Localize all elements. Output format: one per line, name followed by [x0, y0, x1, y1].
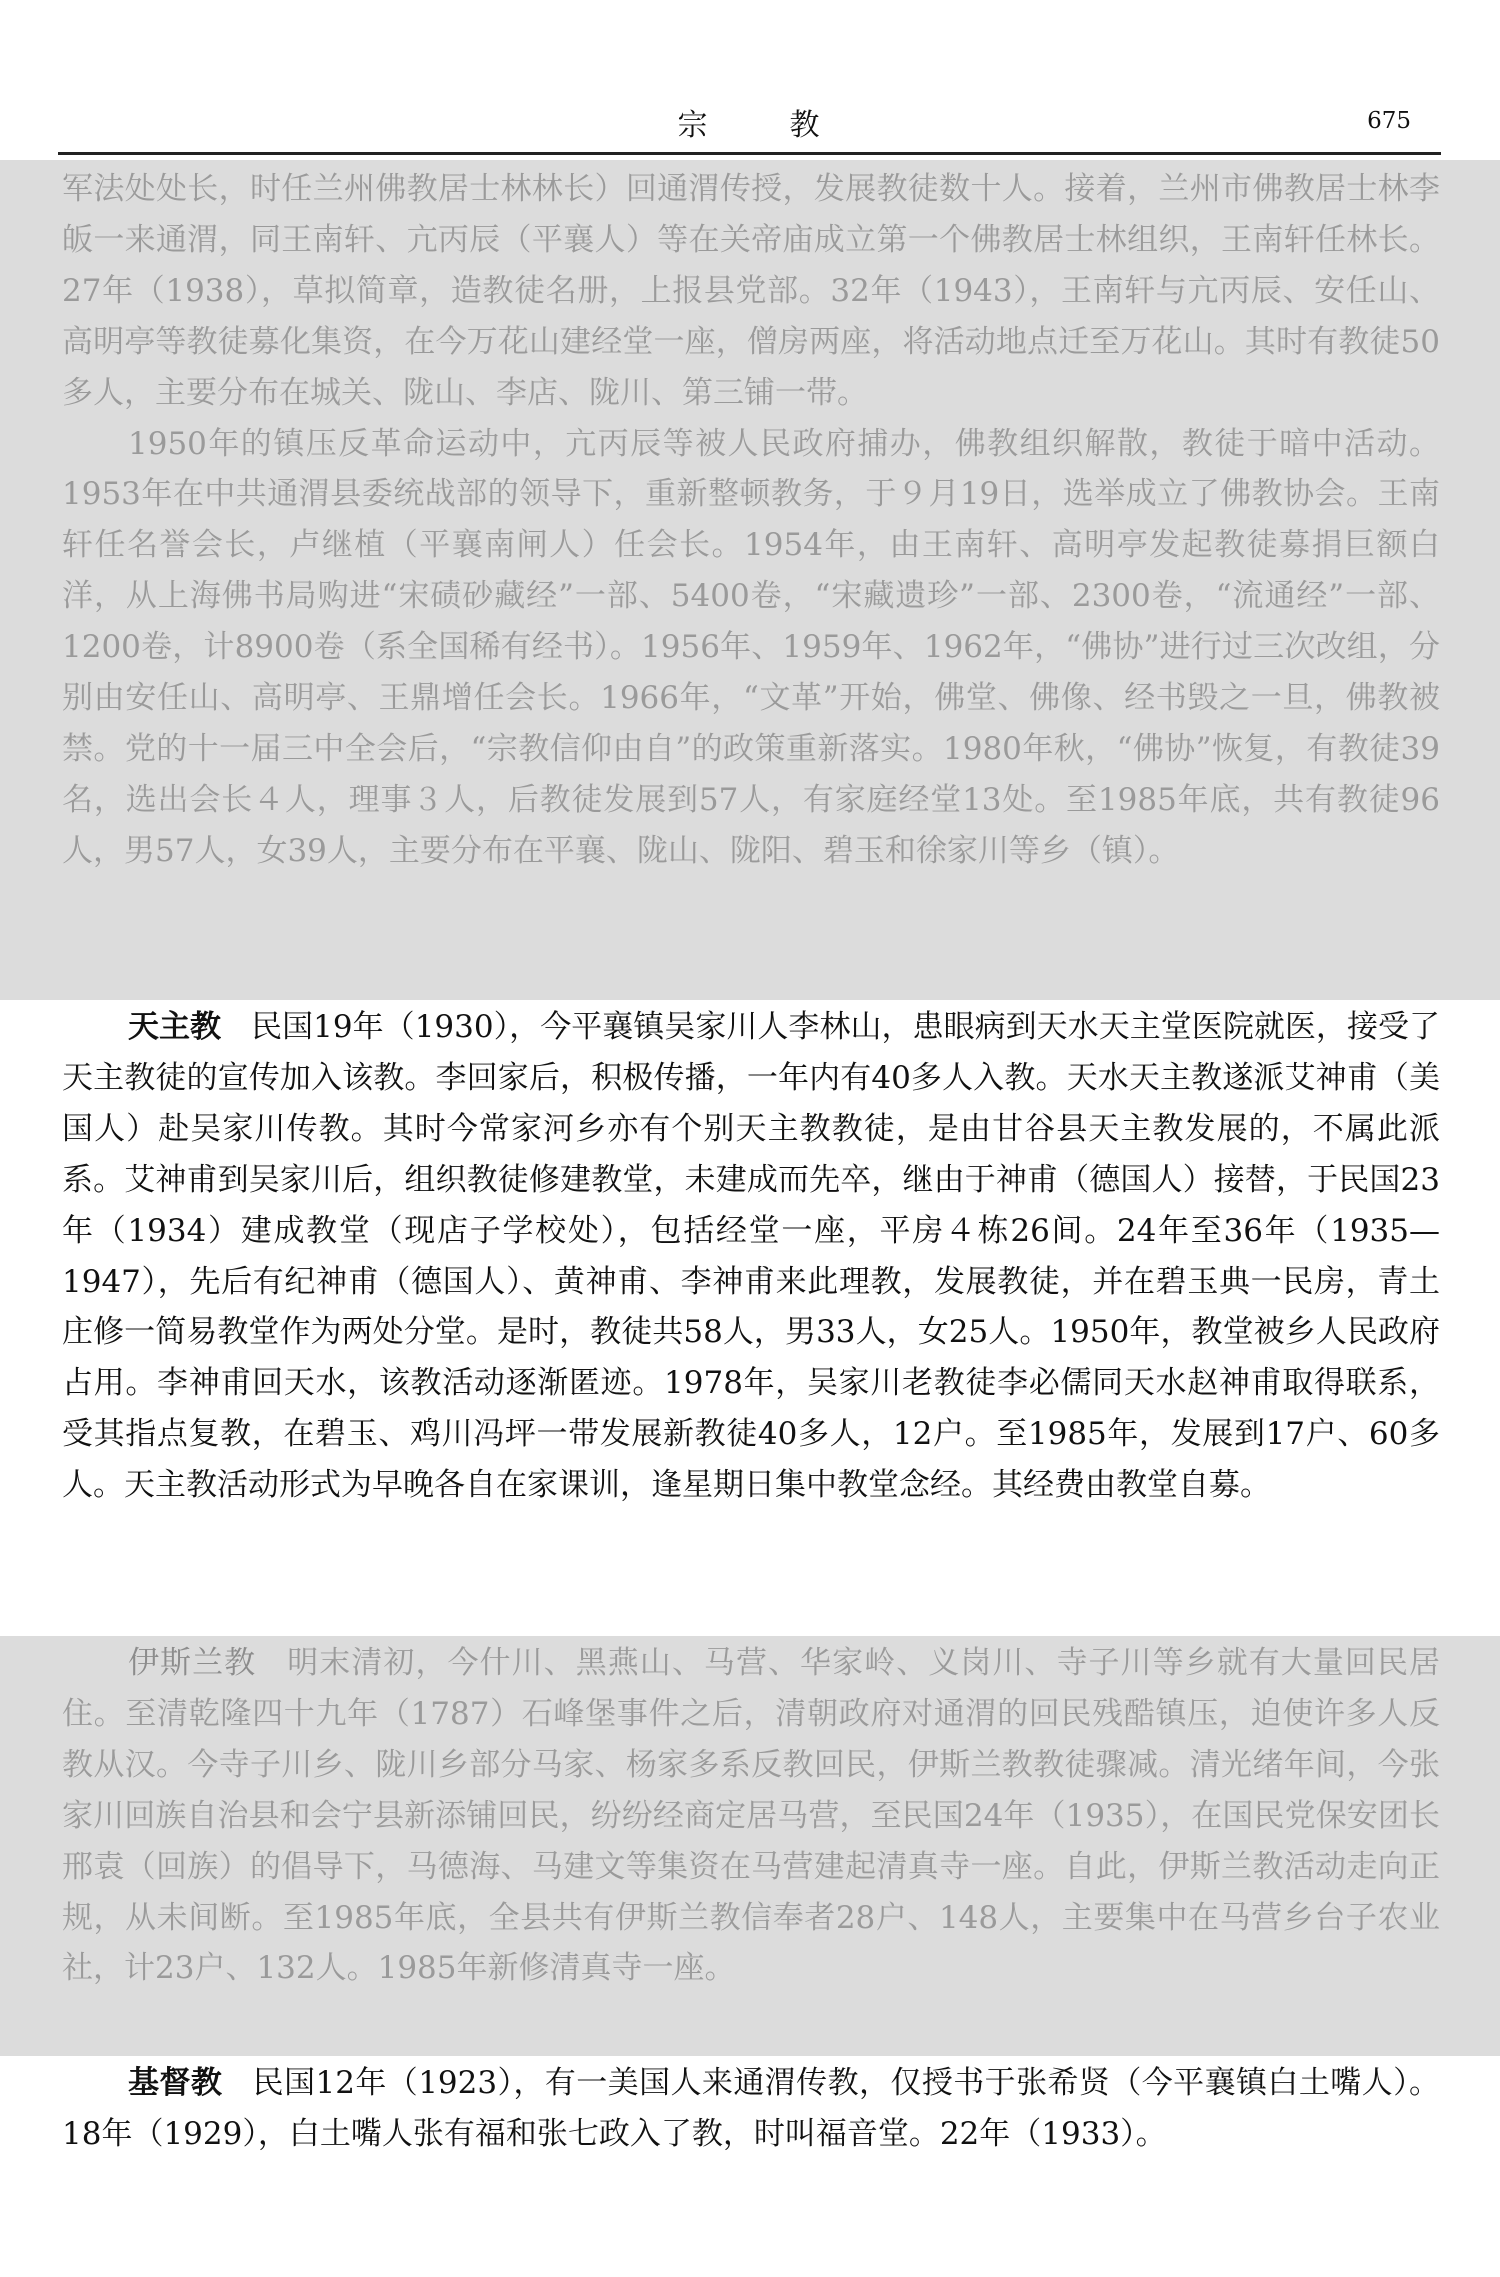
header-title-part-1: 宗	[677, 108, 710, 143]
buddhism-paragraph-1: 军法处处长，时任兰州佛教居士林林长）回通渭传授，发展教徒数十人。接着，兰州市佛教居士林李皈一来通渭，同王南轩、亢丙辰（平襄人）等在关帝庙成立第一个佛教居士林组织，王南轩任林长。27年（1938），草拟简章，造教徒名册，上报县党部。32年（1943），王南轩与亢丙辰、安任山、高明亭等教徒募化集资，在今万花山建经堂一座，僧房两座，将活动地点迁至万花山。其时有教徒50多人，主要分布在城关、陇山、李店、陇川、第三铺一带。	[62, 171, 1440, 411]
section-buddhism	[0, 160, 1500, 1000]
running-head	[58, 92, 1441, 155]
page-header-title	[58, 100, 1441, 144]
section-islam	[0, 1636, 1500, 2056]
buddhism-paragraph-2: 1950年的镇压反革命运动中，亢丙辰等被人民政府捕办，佛教组织解散，教徒于暗中活动。1953年在中共通渭县委统战部的领导下，重新整顿教务，于９月19日，选举成立了佛教协会。王南轩任名誉会长，卢继植（平襄南闸人）任会长。1954年，由王南轩、高明亭发起教徒募捐巨额白洋，从上海佛书局购进“宋碛砂藏经”一部、5400卷，“宋藏遗珍”一部、2300卷，“流通经”一部、1200卷，计8900卷（系全国稀有经书）。1956年、1959年、1962年，“佛协”进行过三次改组，分别由安任山、高明亭、王鼎增任会长。1966年，“文革”开始，佛堂、佛像、经书毁之一旦，佛教被禁。党的十一届三中全会后，“宗教信仰由自”的政策重新落实。1980年秋，“佛协”恢复，有教徒39名，选出会长４人，理事３人，后教徒发展到57人，有家庭经堂13处。至1985年底，共有教徒96人，男57人，女39人，主要分布在平襄、陇山、陇阳、碧玉和徐家川等乡（镇）。	[62, 425, 1440, 869]
islam-paragraph	[62, 1638, 1440, 1994]
catholicism-heading-term: 天主教	[128, 1009, 222, 1045]
christianity-heading-term: 基督教	[128, 2065, 223, 2101]
christianity-text: 民国12年（1923），有一美国人来通渭传教，仅授书于张希贤（今平襄镇白土嘴人）。18年（1929），白土嘴人张有福和张七政入了教，时叫福音堂。22年（1933）。	[62, 2065, 1440, 2152]
section-catholicism	[0, 1000, 1500, 1636]
section-christianity	[0, 2056, 1500, 2277]
catholicism-paragraph	[62, 1002, 1440, 1511]
islam-heading-term: 伊斯兰教	[128, 1645, 257, 1681]
header-title-part-2: 教	[789, 108, 822, 143]
page-number: 675	[1367, 108, 1411, 134]
catholicism-text: 民国19年（1930），今平襄镇吴家川人李林山，患眼病到天水天主堂医院就医，接受了天主教徒的宣传加入该教。李回家后，积极传播，一年内有40多人入教。天水天主教遂派艾神甫（美国人）赴吴家川传教。其时今常家河乡亦有个别天主教教徒，是由甘谷县天主教发展的，不属此派系。艾神甫到吴家川后，组织教徒修建教堂，未建成而先卒，继由于神甫（德国人）接替，于民国23年（1934）建成教堂（现店子学校处），包括经堂一座，平房４栋26间。24年至36年（1935—1947），先后有纪神甫（德国人）、黄神甫、李神甫来此理教，发展教徒，并在碧玉典一民房，青土庄修一简易教堂作为两处分堂。是时，教徒共58人，男33人，女25人。1950年，教堂被乡人民政府占用。李神甫回天水，该教活动逐渐匿迹。1978年，吴家川老教徒李必儒同天水赵神甫取得联系，受其指点复教，在碧玉、鸡川冯坪一带发展新教徒40多人，12户。至1985年，发展到17户、60多人。天主教活动形式为早晚各自在家课训，逢星期日集中教堂念经。其经费由教堂自募。	[62, 1009, 1440, 1504]
christianity-paragraph	[62, 2058, 1440, 2160]
islam-text: 明末清初，今什川、黑燕山、马营、华家岭、义岗川、寺子川等乡就有大量回民居住。至清乾隆四十九年（1787）石峰堡事件之后，清朝政府对通渭的回民残酷镇压，迫使许多人反教从汉。今寺子川乡、陇川乡部分马家、杨家多系反教回民，伊斯兰教教徒骤减。清光绪年间，今张家川回族自治县和会宁县新添铺回民，纷纷经商定居马营，至民国24年（1935），在国民党保安团长邢袁（回族）的倡导下，马德海、马建文等集资在马营建起清真寺一座。自此，伊斯兰教活动走向正规，从未间断。至1985年底，全县共有伊斯兰教信奉者28户、148人，主要集中在马营乡台子农业社，计23户、132人。1985年新修清真寺一座。	[62, 1645, 1440, 1987]
